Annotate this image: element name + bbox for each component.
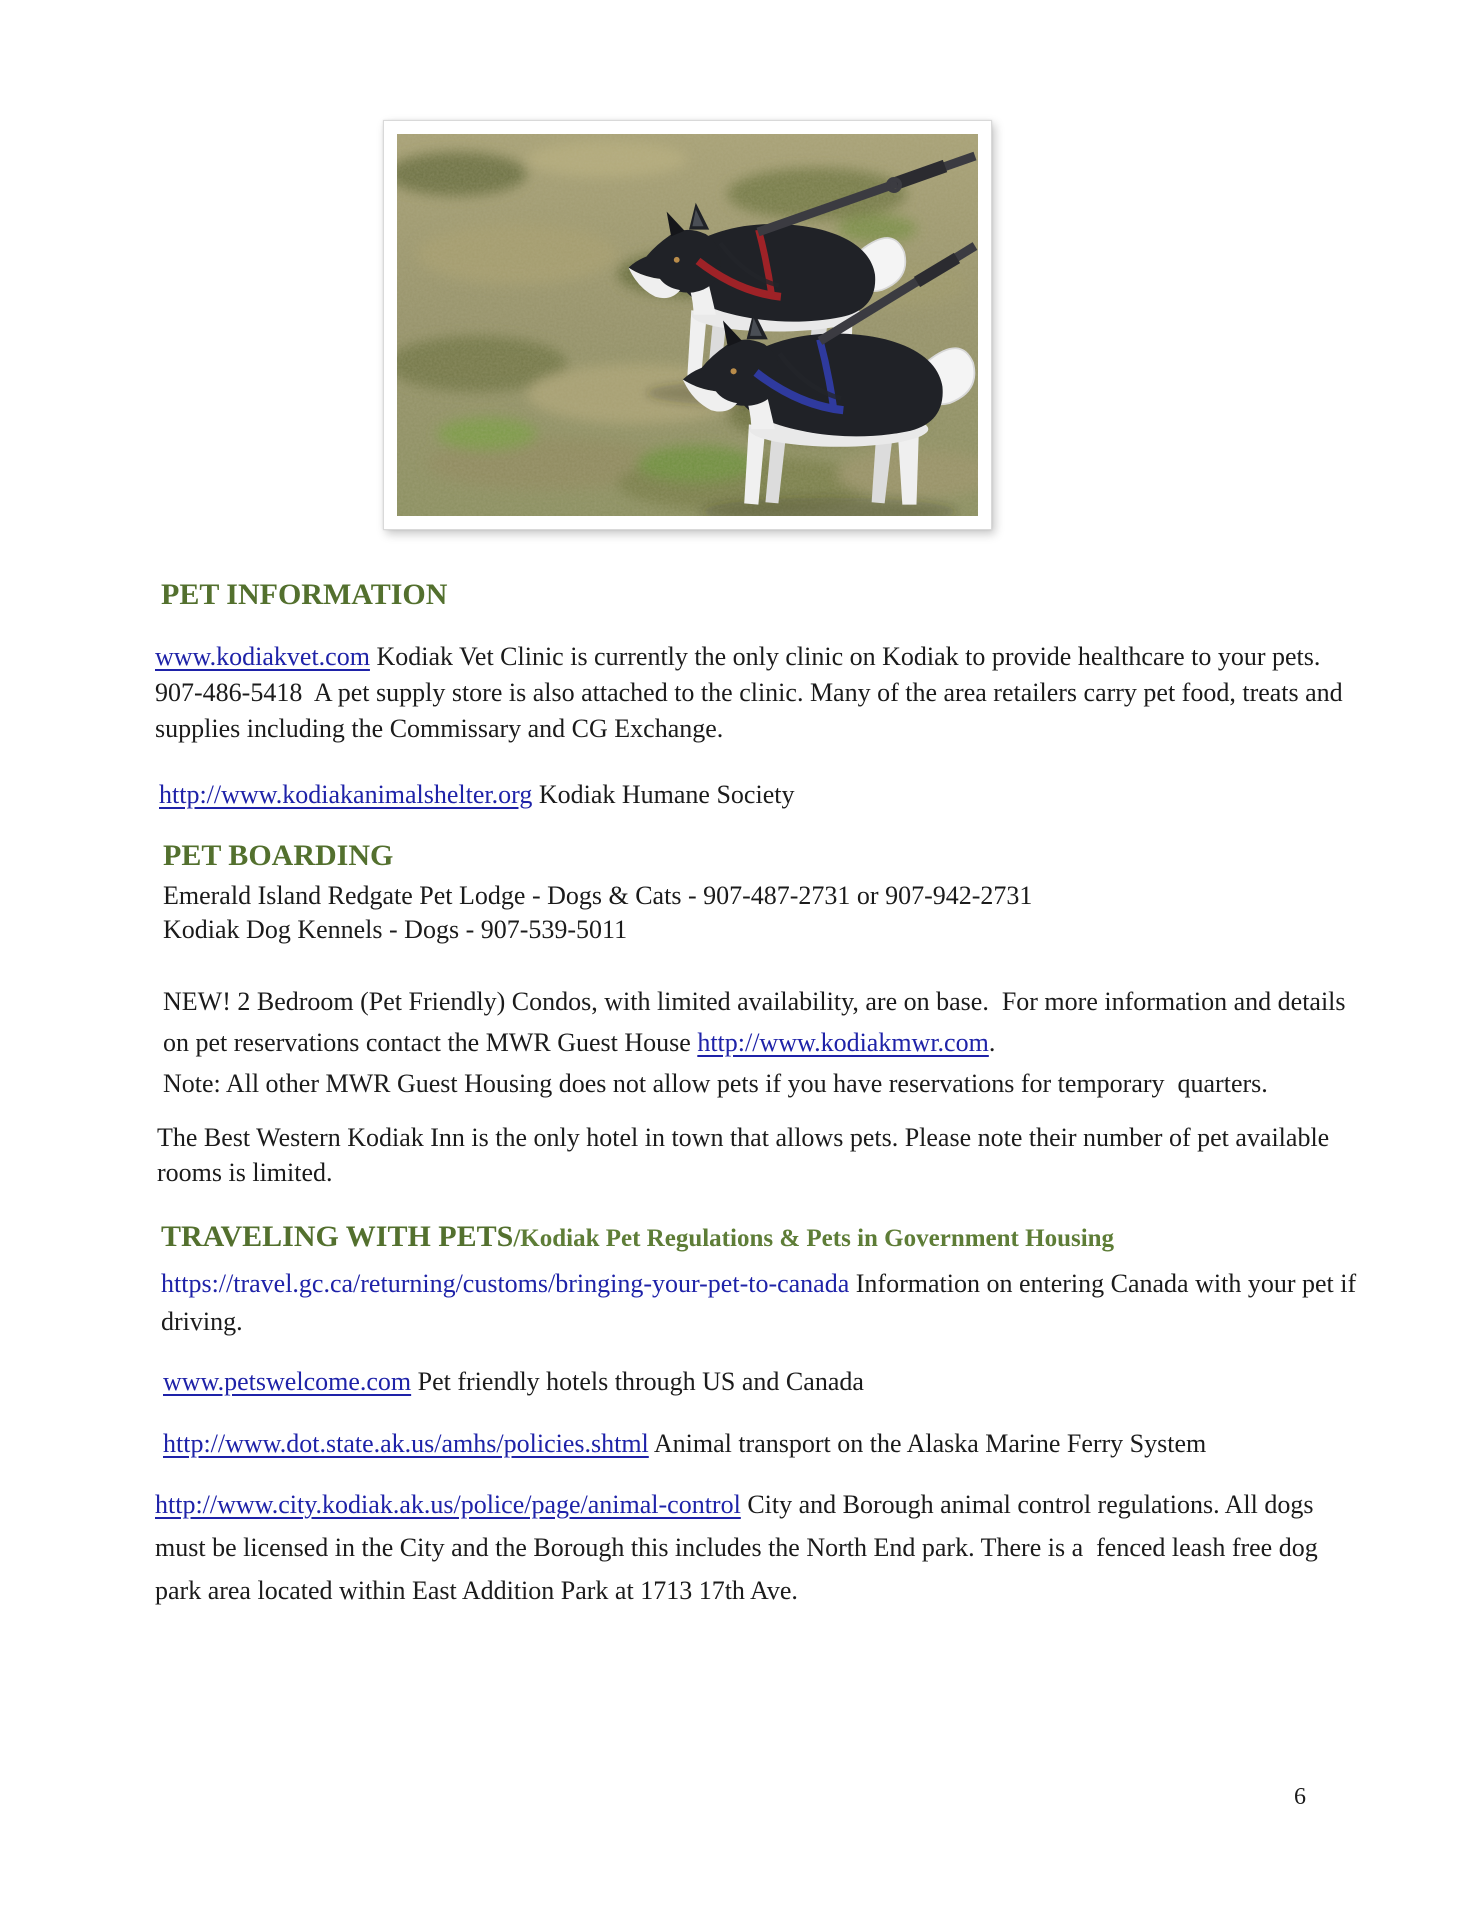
- city-kodiak-link[interactable]: http://www.city.kodiak.ak.us/police/page/animal-control: [155, 1489, 741, 1519]
- vet-clinic-paragraph: [155, 639, 1367, 747]
- boarding-kennels-line: Kodiak Dog Kennels - Dogs - 907-539-5011: [163, 915, 628, 944]
- traveling-with-pets-heading: [161, 1220, 1367, 1255]
- kodiakmwr-link[interactable]: http://www.kodiakmwr.com: [697, 1028, 989, 1057]
- ferry-paragraph: [163, 1425, 1367, 1463]
- petswelcome-paragraph: [163, 1363, 1367, 1401]
- boarding-lodge-line: Emerald Island Redgate Pet Lodge - Dogs & Cats - 907-487-2731 or 907-942-2731: [163, 881, 1033, 910]
- photo-frame: [383, 120, 992, 530]
- traveling-heading-main: TRAVELING WITH PETS: [161, 1220, 514, 1253]
- petswelcome-text: Pet friendly hotels through US and Canada: [411, 1366, 864, 1396]
- animal-shelter-text: Kodiak Humane Society: [532, 779, 795, 809]
- page-number: 6: [1294, 1784, 1306, 1810]
- best-western-paragraph: The Best Western Kodiak Inn is the only hotel in town that allows pets. Please note their number of pet available rooms is limited.: [157, 1123, 1336, 1187]
- pet-information-heading: PET INFORMATION: [161, 578, 448, 611]
- canada-paragraph: [161, 1265, 1367, 1341]
- condos-text: NEW! 2 Bedroom (Pet Friendly) Condos, with limited availability, are on base. For more information and details on pet reservations contact the MWR Guest House: [163, 987, 1353, 1057]
- animal-shelter-paragraph: [159, 777, 1367, 813]
- pet-boarding-heading: PET BOARDING: [163, 838, 394, 872]
- mwr-note-line: Note: All other MWR Guest Housing does not allow pets if you have reservations for temporary quarters.: [163, 1069, 1268, 1098]
- animal-control-paragraph: [155, 1483, 1367, 1612]
- condos-period: .: [988, 1028, 996, 1057]
- huskies-photo: [397, 134, 978, 516]
- canada-text: Information on entering Canada with your pet if driving.: [161, 1268, 1363, 1336]
- traveling-heading-sub: /Kodiak Pet Regulations & Pets in Government Housing: [513, 1225, 1115, 1252]
- vet-clinic-text: Kodiak Vet Clinic is currently the only clinic on Kodiak to provide healthcare to your pets. 907-486-5418 A pet supply store is also attached to the clinic. Many of the area retailers carry pet food, treats and supplies including the Commissary and CG Exchange.: [155, 641, 1350, 743]
- travel-gc-ca-link[interactable]: https://travel.gc.ca/returning/customs/bringing-your-pet-to-canada: [161, 1268, 850, 1298]
- petswelcome-link[interactable]: www.petswelcome.com: [163, 1366, 412, 1396]
- animal-control-text: City and Borough animal control regulations. All dogs must be licensed in the City and the Borough this includes the North End park. There is a fenced leash free dog park area located within East Addition Park at 1713 17th Ave.: [155, 1489, 1325, 1605]
- document-body: [155, 578, 1367, 1612]
- ferry-text: Animal transport on the Alaska Marine Ferry System: [648, 1428, 1207, 1458]
- animal-shelter-link[interactable]: http://www.kodiakanimalshelter.org: [159, 779, 533, 809]
- dot-state-ak-link[interactable]: http://www.dot.state.ak.us/amhs/policies.shtml: [163, 1428, 649, 1458]
- kodiakvet-link[interactable]: www.kodiakvet.com: [155, 641, 370, 671]
- condos-paragraph: [163, 981, 1367, 1063]
